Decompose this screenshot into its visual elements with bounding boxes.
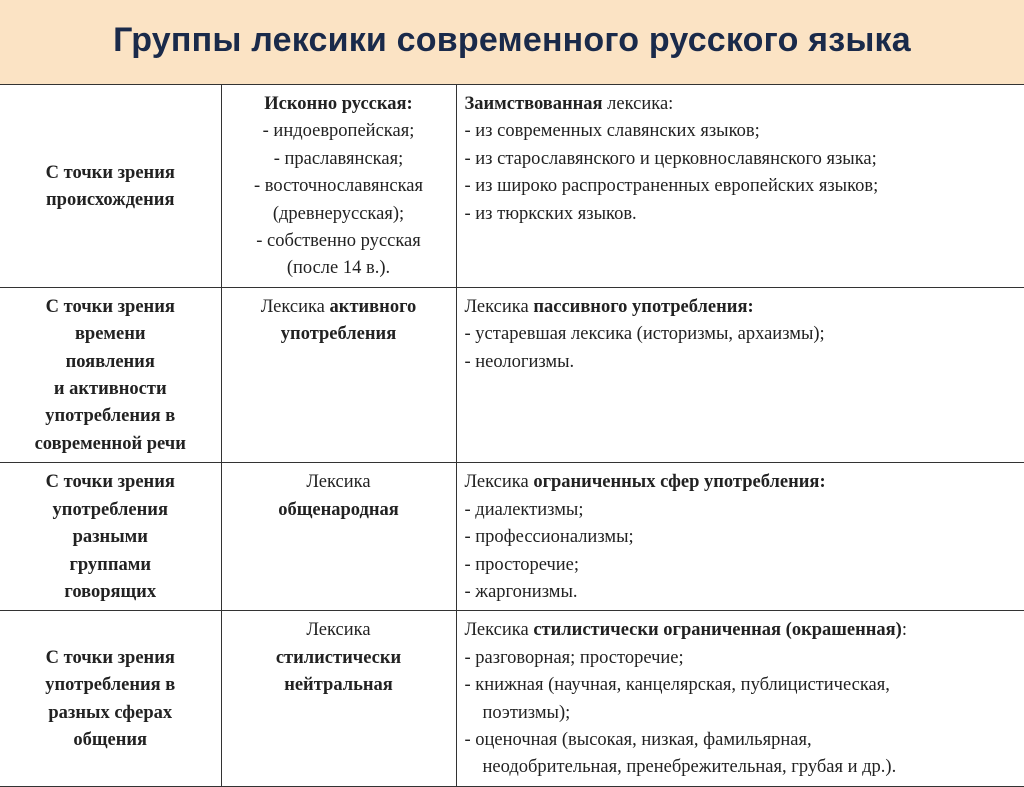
bold-text: Заимствованная bbox=[464, 94, 603, 114]
cell-line bbox=[230, 617, 448, 644]
plain-text: - восточнославянская bbox=[253, 176, 424, 197]
plain-text: - из старославянского и церковнославянского языка; bbox=[464, 148, 877, 169]
table-row bbox=[0, 287, 1024, 462]
criterion-line: употребления в bbox=[45, 675, 176, 696]
native-active-cell bbox=[221, 611, 456, 786]
plain-text: - книжная (научная, канцелярская, публицистическая, bbox=[464, 675, 890, 696]
plain-text: - из современных славянских языков; bbox=[464, 121, 760, 142]
criterion-cell bbox=[0, 611, 221, 786]
cell-line bbox=[465, 173, 1017, 200]
plain-text: - просторечие; bbox=[464, 554, 580, 575]
plain-text: (древнерусская); bbox=[272, 203, 405, 224]
cell-line bbox=[230, 255, 448, 282]
bold-text: ограниченных сфер употребления: bbox=[533, 472, 826, 493]
criterion-line: появления bbox=[65, 351, 155, 372]
criterion-line: С точки зрения bbox=[45, 296, 175, 317]
plain-text: - неологизмы. bbox=[464, 351, 575, 372]
plain-text: Лексика bbox=[260, 296, 330, 317]
cell-line bbox=[465, 754, 1017, 781]
borrowed-passive-cell bbox=[456, 287, 1024, 462]
criterion-line: общения bbox=[73, 729, 148, 750]
cell-line bbox=[230, 91, 448, 118]
cell-line bbox=[465, 469, 1017, 496]
plain-text: - профессионализмы; bbox=[464, 527, 634, 548]
cell-line bbox=[465, 700, 1017, 727]
cell-line bbox=[465, 201, 1017, 228]
bold-text: Исконно русская: bbox=[264, 94, 413, 114]
bold-text: активного bbox=[329, 296, 417, 317]
criterion-line: употребления bbox=[52, 499, 168, 520]
table-row bbox=[0, 611, 1024, 786]
criterion-line: происхождения bbox=[46, 189, 175, 210]
plain-text: - из широко распространенных европейских языков; bbox=[464, 176, 879, 197]
plain-text: - устаревшая лексика (историзмы, архаизмы); bbox=[464, 324, 825, 345]
cell-line bbox=[230, 469, 448, 496]
criterion-line: современной речи bbox=[34, 433, 186, 454]
bold-text: пассивного употребления: bbox=[533, 296, 754, 317]
plain-text: - разговорная; просторечие; bbox=[464, 647, 684, 668]
cell-line bbox=[465, 617, 1017, 644]
cell-line bbox=[230, 321, 448, 348]
borrowed-passive-cell bbox=[456, 85, 1024, 288]
plain-text: - праславянская; bbox=[273, 148, 404, 169]
bold-text: нейтральная bbox=[284, 675, 393, 696]
plain-text: - собственно русская bbox=[256, 231, 421, 252]
criterion-line: употребления в bbox=[45, 406, 176, 427]
plain-text: - диалектизмы; bbox=[464, 499, 584, 520]
cell-line bbox=[230, 201, 448, 228]
plain-text: лексика: bbox=[602, 94, 674, 114]
cell-line bbox=[465, 349, 1017, 376]
native-active-cell bbox=[221, 463, 456, 611]
criterion-line: С точки зрения bbox=[45, 162, 175, 183]
cell-line bbox=[230, 497, 448, 524]
native-active-cell bbox=[221, 287, 456, 462]
bold-text: стилистически ограниченная (окрашенная) bbox=[533, 620, 902, 641]
bold-text: стилистически bbox=[275, 647, 402, 668]
bold-text: употребления bbox=[280, 324, 397, 345]
cell-line bbox=[465, 294, 1017, 321]
criterion-line: разными bbox=[72, 527, 148, 548]
cell-line bbox=[465, 146, 1017, 173]
criterion-cell bbox=[0, 463, 221, 611]
cell-line bbox=[230, 146, 448, 173]
cell-line bbox=[465, 118, 1017, 145]
criterion-line: С точки зрения bbox=[45, 472, 175, 493]
criterion-cell bbox=[0, 85, 221, 288]
criterion-line: и активности bbox=[53, 379, 167, 400]
cell-line bbox=[465, 524, 1017, 551]
plain-text: Лексика bbox=[306, 620, 371, 641]
cell-line bbox=[465, 579, 1017, 606]
cell-line bbox=[230, 294, 448, 321]
plain-text: неодобрительная, пренебрежительная, грубая и др.). bbox=[482, 757, 897, 778]
plain-text: Лексика bbox=[306, 472, 371, 493]
plain-text: Лексика bbox=[464, 296, 534, 317]
cell-line bbox=[230, 228, 448, 255]
cell-line bbox=[465, 645, 1017, 672]
plain-text: (после 14 в.). bbox=[286, 258, 391, 279]
title-bar bbox=[0, 0, 1024, 84]
plain-text: - жаргонизмы. bbox=[464, 581, 578, 602]
page-title: Группы лексики современного русского языка bbox=[113, 20, 911, 59]
borrowed-passive-cell bbox=[456, 463, 1024, 611]
cell-line bbox=[465, 497, 1017, 524]
bold-text: общенародная bbox=[278, 499, 399, 520]
plain-text: - индоевропейская; bbox=[262, 121, 415, 142]
criterion-line: группами bbox=[69, 554, 152, 575]
criterion-line: времени bbox=[74, 324, 146, 345]
cell-line bbox=[465, 321, 1017, 348]
criterion-line: разных сферах bbox=[48, 702, 173, 723]
cell-line bbox=[465, 672, 1017, 699]
cell-line bbox=[230, 672, 448, 699]
lexicon-table bbox=[0, 84, 1024, 787]
cell-line bbox=[230, 118, 448, 145]
cell-line bbox=[465, 91, 1017, 118]
plain-text: Лексика bbox=[464, 620, 534, 641]
criterion-line: говорящих bbox=[64, 581, 157, 602]
table-row bbox=[0, 85, 1024, 288]
plain-text: - оценочная (высокая, низкая, фамильярная, bbox=[464, 729, 812, 750]
cell-line bbox=[230, 173, 448, 200]
criterion-cell bbox=[0, 287, 221, 462]
plain-text: - из тюркских языков. bbox=[464, 203, 637, 224]
cell-line bbox=[465, 552, 1017, 579]
plain-text: : bbox=[901, 620, 907, 641]
plain-text: Лексика bbox=[464, 472, 534, 493]
plain-text: поэтизмы); bbox=[482, 702, 571, 723]
borrowed-passive-cell bbox=[456, 611, 1024, 786]
cell-line bbox=[230, 645, 448, 672]
criterion-line: С точки зрения bbox=[45, 647, 175, 668]
native-active-cell bbox=[221, 85, 456, 288]
table-row bbox=[0, 463, 1024, 611]
cell-line bbox=[465, 727, 1017, 754]
